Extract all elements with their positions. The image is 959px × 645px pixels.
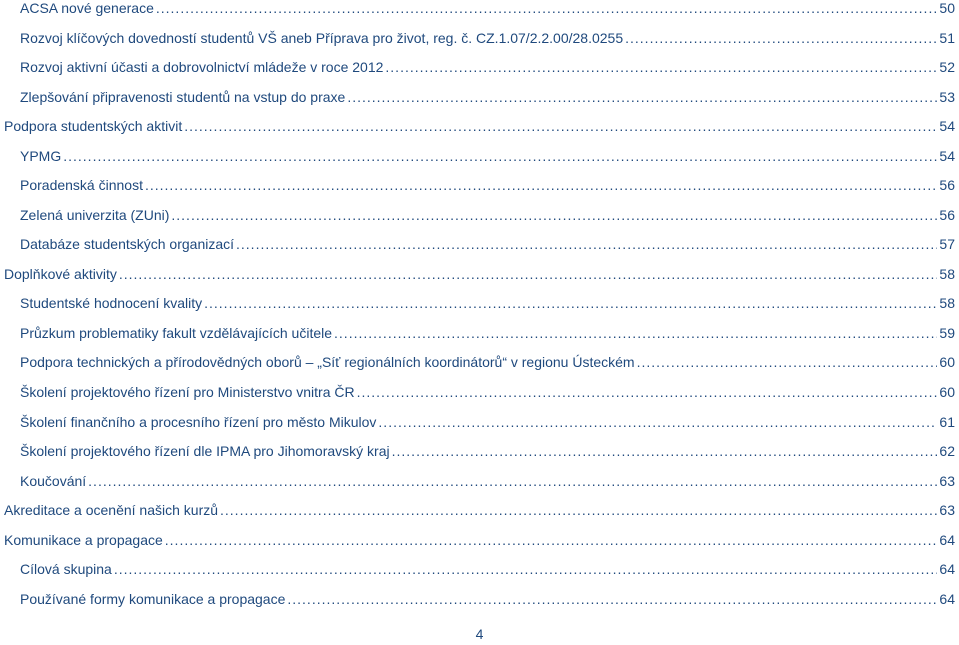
toc-dot-leader: [171, 207, 937, 223]
toc-dot-leader: [204, 295, 937, 311]
toc-entry-title: Používané formy komunikace a propagace: [20, 591, 286, 607]
toc-dot-leader: [156, 0, 938, 16]
toc-entry: [20, 148, 955, 172]
toc-link[interactable]: [4, 502, 955, 518]
toc-entry-title: Poradenská činnost: [20, 177, 143, 193]
toc-dot-leader: [165, 532, 938, 548]
toc-entry-title: Zlepšování připravenosti studentů na vstup do praxe: [20, 89, 346, 105]
toc-entry-page: 57: [939, 236, 955, 252]
toc-entry-title: Cílová skupina: [20, 561, 112, 577]
toc-entry-page: 54: [939, 118, 955, 134]
toc-link[interactable]: [20, 443, 955, 459]
toc-dot-leader: [385, 59, 937, 75]
toc-entry-page: 62: [939, 443, 955, 459]
toc-dot-leader: [392, 443, 938, 459]
toc-entry-title: Databáze studentských organizací: [20, 236, 235, 252]
toc-entry-page: 63: [939, 473, 955, 489]
toc-dot-leader: [88, 473, 937, 489]
toc-link[interactable]: [20, 295, 955, 311]
toc-entry: [4, 532, 955, 556]
toc-link[interactable]: [20, 0, 955, 16]
toc-entry-title: Školení projektového řízení pro Ministerstvo vnitra ČR: [20, 384, 355, 400]
page-number: 4: [475, 626, 484, 642]
toc-dot-leader: [625, 30, 937, 46]
toc-entry-page: 53: [939, 89, 955, 105]
toc-entry-page: 51: [939, 30, 955, 46]
toc-link[interactable]: [4, 532, 955, 548]
toc-entry: [20, 443, 955, 467]
toc-entry: [20, 0, 955, 24]
toc-dot-leader: [220, 502, 937, 518]
toc-dot-leader: [357, 384, 938, 400]
toc-entry-title: Školení finančního a procesního řízení pro město Mikulov: [20, 414, 377, 430]
toc-link[interactable]: [20, 591, 955, 607]
toc-entry-title: Akreditace a ocenění našich kurzů: [4, 502, 219, 518]
toc-entry: [20, 59, 955, 83]
toc-dot-leader: [114, 561, 938, 577]
toc-entry: [20, 414, 955, 438]
toc-dot-leader: [236, 236, 937, 252]
toc-entry-page: 63: [939, 502, 955, 518]
toc-entry-page: 56: [939, 177, 955, 193]
toc-entry: [20, 354, 955, 378]
toc-entry: [20, 30, 955, 54]
toc-entry-page: 60: [939, 384, 955, 400]
toc-link[interactable]: [20, 354, 955, 370]
toc-entry-page: 64: [939, 591, 955, 607]
toc-entry-title: ACSA nové generace: [20, 0, 154, 16]
toc-dot-leader: [378, 414, 937, 430]
toc-entry-title: Průzkum problematiky fakult vzdělávajících učitele: [20, 325, 333, 341]
toc-dot-leader: [119, 266, 938, 282]
toc-entry: [20, 89, 955, 113]
toc-link[interactable]: [20, 177, 955, 193]
toc-entry-title: Podpora technických a přírodovědných oborů – „Síť regionálních koordinátorů“ v regionu Ústeckém: [20, 354, 635, 370]
toc-entry-page: 60: [939, 354, 955, 370]
toc-entry-title: Školení projektového řízení dle IPMA pro Jihomoravský kraj: [20, 443, 390, 459]
toc-entry: [20, 295, 955, 319]
toc-link[interactable]: [20, 148, 955, 164]
toc-entry-title: Rozvoj aktivní účasti a dobrovolnictví mládeže v roce 2012: [20, 59, 384, 75]
toc-link[interactable]: [20, 236, 955, 252]
toc-entry-title: Podpora studentských aktivit: [4, 118, 183, 134]
toc-entry: [4, 266, 955, 290]
toc-entry: [20, 591, 955, 615]
toc-entry-title: Studentské hodnocení kvality: [20, 295, 203, 311]
toc-entry-page: 52: [939, 59, 955, 75]
toc-link[interactable]: [20, 89, 955, 105]
toc-dot-leader: [63, 148, 937, 164]
toc-entry-page: 58: [939, 266, 955, 282]
toc-link[interactable]: [20, 473, 955, 489]
toc-dot-leader: [145, 177, 937, 193]
toc-link[interactable]: [20, 207, 955, 223]
toc-entry: [4, 118, 955, 142]
toc-entry: [20, 236, 955, 260]
toc-dot-leader: [184, 118, 937, 134]
toc-entry: [20, 207, 955, 231]
toc-entry-page: 61: [939, 414, 955, 430]
toc-entry: [20, 177, 955, 201]
toc-link[interactable]: [20, 59, 955, 75]
toc-link[interactable]: [4, 118, 955, 134]
toc-entry-title: YPMG: [20, 148, 62, 164]
toc-entry: [20, 473, 955, 497]
toc-entry: [20, 325, 955, 349]
toc-link[interactable]: [20, 414, 955, 430]
toc-dot-leader: [287, 591, 937, 607]
toc-entry: [4, 502, 955, 526]
toc-entry-title: Koučování: [20, 473, 87, 489]
toc-entry: [20, 384, 955, 408]
toc-entry-page: 56: [939, 207, 955, 223]
toc-entry-page: 64: [939, 561, 955, 577]
toc-link[interactable]: [20, 384, 955, 400]
toc-entry-page: 64: [939, 532, 955, 548]
toc-entry-page: 50: [939, 0, 955, 16]
toc-entry-page: 54: [939, 148, 955, 164]
toc-link[interactable]: [4, 266, 955, 282]
toc-entry: [20, 561, 955, 585]
toc-entry-title: Komunikace a propagace: [4, 532, 163, 548]
toc-dot-leader: [334, 325, 937, 341]
toc-entry-title: Doplňkové aktivity: [4, 266, 117, 282]
toc-dot-leader: [347, 89, 937, 105]
toc-link[interactable]: [20, 30, 955, 46]
toc-entry-title: Rozvoj klíčových dovedností studentů VŠ aneb Příprava pro život, reg. č. CZ.1.07/2.2.00/28.0255: [20, 30, 624, 46]
toc-entry-page: 58: [939, 295, 955, 311]
toc-link[interactable]: [20, 561, 955, 577]
toc-entry-title: Zelená univerzita (ZUni): [20, 207, 170, 223]
toc-entry-page: 59: [939, 325, 955, 341]
toc-dot-leader: [637, 354, 938, 370]
toc-link[interactable]: [20, 325, 955, 341]
